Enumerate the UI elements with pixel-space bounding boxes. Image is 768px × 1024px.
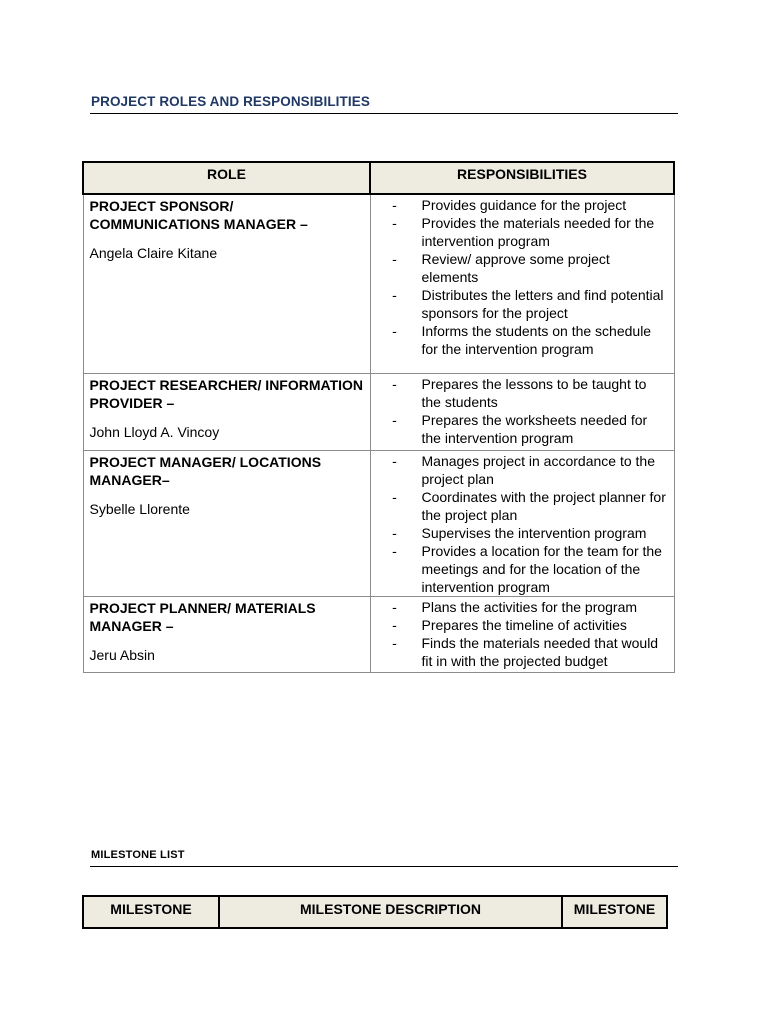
list-item	[385, 634, 670, 670]
role-title: PROJECT MANAGER/ LOCATIONS MANAGER–	[89, 453, 322, 488]
milestone-table-header-row	[83, 896, 667, 928]
responsibility-text: Prepares the worksheets needed for the intervention program	[421, 411, 648, 446]
heading-underline	[90, 113, 678, 114]
list-item	[385, 250, 670, 286]
dash-bullet: -	[392, 542, 397, 559]
dash-bullet: -	[392, 488, 397, 505]
role-person: John Lloyd A. Vincoy	[89, 423, 220, 440]
dash-bullet: -	[392, 375, 397, 392]
roles-table	[82, 161, 675, 673]
responsibility-text: Finds the materials needed that would fit in with the projected budget	[421, 634, 659, 669]
dash-bullet: -	[392, 411, 397, 428]
role-cell	[83, 596, 370, 672]
dash-bullet: -	[392, 197, 397, 213]
role-title: PROJECT RESEARCHER/ INFORMATION PROVIDER –	[89, 376, 364, 411]
table-row	[83, 194, 674, 373]
role-person: Sybelle Llorente	[89, 500, 190, 517]
responsibility-text: Coordinates with the project planner for the project plan	[421, 488, 666, 523]
dash-bullet: -	[392, 452, 397, 469]
responsibilities-list	[385, 598, 670, 670]
list-item	[385, 524, 670, 542]
dash-bullet: -	[392, 287, 397, 303]
dash-bullet: -	[392, 524, 397, 541]
role-person: Angela Claire Kitane	[89, 245, 218, 261]
responsibilities-cell	[370, 373, 674, 450]
dash-bullet: -	[392, 598, 397, 615]
dash-bullet: -	[392, 251, 397, 267]
responsibilities-list	[385, 196, 670, 358]
milestone-column-header-2: MILESTONE	[562, 896, 667, 928]
responsibilities-list	[385, 375, 670, 447]
milestone-description-column-header: MILESTONE DESCRIPTION	[219, 896, 562, 928]
dash-bullet: -	[392, 215, 397, 231]
milestone-column-header: MILESTONE	[83, 896, 219, 928]
list-item	[385, 488, 670, 524]
responsibilities-cell	[370, 596, 674, 672]
responsibility-text: Provides the materials needed for the intervention program	[421, 215, 655, 249]
responsibilities-list	[385, 452, 670, 596]
table-row	[83, 373, 674, 450]
milestone-list-heading: MILESTONE LIST	[91, 849, 185, 861]
table-row	[83, 450, 674, 596]
list-item	[385, 616, 670, 634]
responsibility-text: Supervises the intervention program	[421, 524, 647, 541]
role-cell	[83, 450, 370, 596]
list-item	[385, 411, 670, 447]
responsibility-text: Prepares the timeline of activities	[421, 616, 627, 633]
list-item	[385, 375, 670, 411]
table-row	[83, 596, 674, 672]
responsibility-text: Provides a location for the team for the meetings and for the location of the intervention program	[421, 542, 662, 595]
list-item	[385, 542, 670, 596]
role-cell	[83, 194, 370, 373]
role-person: Jeru Absin	[89, 646, 155, 663]
dash-bullet: -	[392, 323, 397, 339]
responsibility-text: Plans the activities for the program	[421, 598, 638, 615]
milestone-heading-underline	[90, 866, 678, 867]
responsibility-text: Informs the students on the schedule for the intervention program	[421, 323, 652, 357]
list-item	[385, 598, 670, 616]
list-item	[385, 322, 670, 358]
responsibilities-cell	[370, 194, 674, 373]
role-title: PROJECT SPONSOR/ COMMUNICATIONS MANAGER –	[89, 198, 308, 232]
responsibilities-cell	[370, 450, 674, 596]
roles-table-header-row	[83, 162, 674, 194]
list-item	[385, 214, 670, 250]
list-item	[385, 452, 670, 488]
dash-bullet: -	[392, 634, 397, 651]
role-column-header: ROLE	[83, 162, 370, 194]
responsibility-text: Provides guidance for the project	[421, 197, 627, 213]
responsibility-text: Review/ approve some project elements	[421, 251, 610, 285]
responsibility-text: Prepares the lessons to be taught to the students	[421, 375, 647, 410]
milestone-table	[82, 895, 668, 929]
responsibility-text: Distributes the letters and find potential sponsors for the project	[421, 287, 664, 321]
responsibilities-column-header: RESPONSIBILITIES	[370, 162, 674, 194]
role-cell	[83, 373, 370, 450]
list-item	[385, 286, 670, 322]
responsibility-text: Manages project in accordance to the project plan	[421, 452, 655, 487]
dash-bullet: -	[392, 616, 397, 633]
list-item	[385, 196, 670, 214]
page-heading: PROJECT ROLES AND RESPONSIBILITIES	[91, 94, 370, 109]
role-title: PROJECT PLANNER/ MATERIALS MANAGER –	[89, 599, 316, 634]
